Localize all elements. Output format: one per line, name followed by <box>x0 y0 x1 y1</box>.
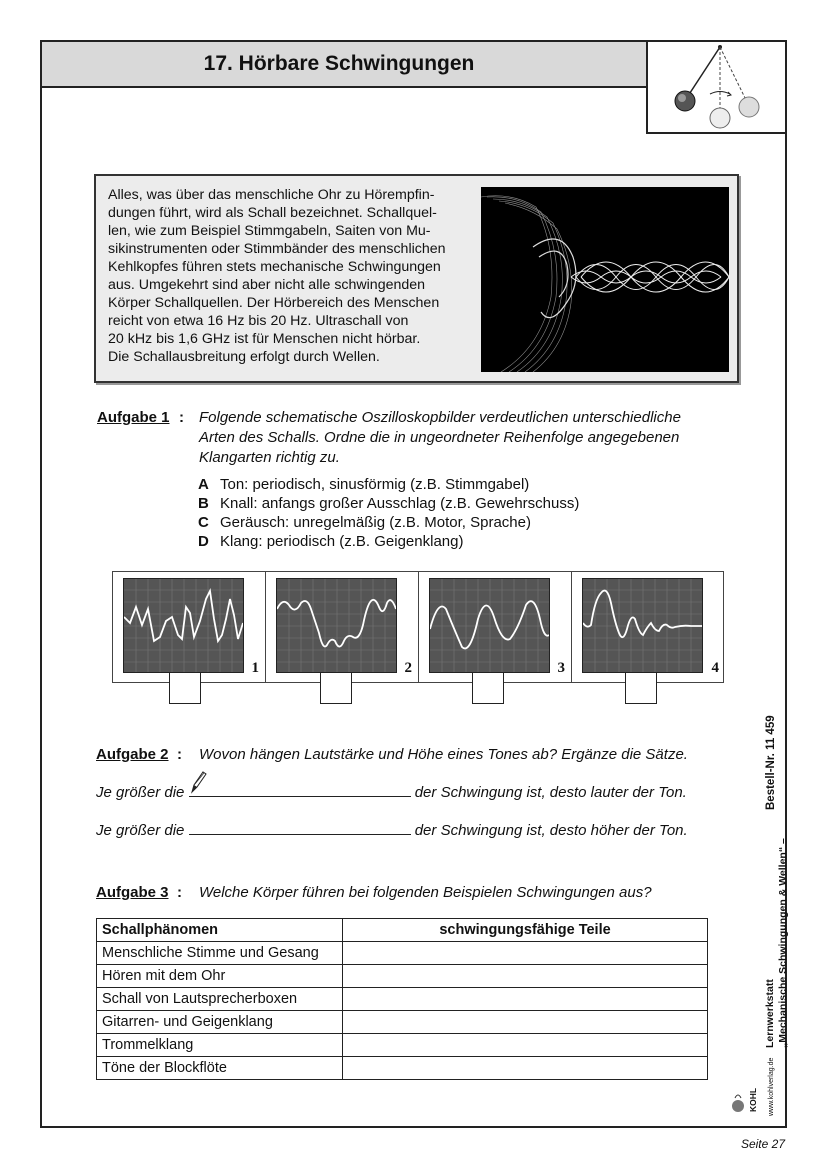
answer-cell[interactable] <box>343 1057 708 1080</box>
task2-question: Wovon hängen Lautstärke und Höhe eines Tones ab? Ergänze die Sätze. <box>199 746 688 763</box>
oscilloscope-number: 1 <box>251 660 259 676</box>
intro-box <box>94 174 739 383</box>
answer-box-4[interactable] <box>625 672 657 704</box>
oscilloscope-screen <box>582 578 703 673</box>
intro-line: Alles, was über das menschliche Ohr zu Hörempfin- <box>108 187 435 203</box>
table-header-row <box>97 919 708 942</box>
ear-soundwave-image <box>481 187 729 372</box>
intro-line: reicht von etwa 16 Hz bis 20 Hz. Ultraschall von <box>108 313 409 329</box>
answer-blank-pitch[interactable] <box>189 820 411 835</box>
intro-line: aus. Umgekehrt sind aber nicht alle schwingenden <box>108 277 426 293</box>
table-cell: Schall von Lautsprecherboxen <box>97 988 343 1011</box>
intro-line: 20 kHz bis 1,6 GHz ist für Menschen nicht hörbar. <box>108 331 421 347</box>
table-row <box>97 942 708 965</box>
answer-box-2[interactable] <box>320 672 352 704</box>
option-key: D <box>198 533 209 550</box>
task3-question: Welche Körper führen bei folgenden Beispielen Schwingungen aus? <box>199 884 652 901</box>
table-row <box>97 1011 708 1034</box>
option-b <box>198 495 579 512</box>
table-header: schwingungsfähige Teile <box>343 919 708 942</box>
option-key: C <box>198 514 209 531</box>
task1-question <box>199 408 681 468</box>
task3-label: Aufgabe 3 <box>96 884 169 901</box>
task1-colon: : <box>179 409 184 426</box>
table-cell: Gitarren- und Geigenklang <box>97 1011 343 1034</box>
pendulum-illustration <box>646 40 787 134</box>
answer-cell[interactable] <box>343 988 708 1011</box>
option-text: Geräusch: unregelmäßig (z.B. Motor, Sprache) <box>220 514 531 531</box>
intro-line: dungen führt, wird als Schall bezeichnet. Schallquel- <box>108 205 437 221</box>
intro-text <box>108 186 476 366</box>
sound-phenomena-table <box>96 918 708 1080</box>
table-row <box>97 1034 708 1057</box>
sentence-prefix: Je größer die <box>96 822 185 839</box>
intro-line: Kehlkopfes führen stets mechanische Schwingungen <box>108 259 441 275</box>
table-cell: Trommelklang <box>97 1034 343 1057</box>
option-key: A <box>198 476 209 493</box>
table-row <box>97 965 708 988</box>
order-number: Bestell-Nr. 11 459 <box>765 715 777 810</box>
oscilloscope-number: 4 <box>711 660 719 676</box>
task2-colon: : <box>177 746 182 763</box>
oscilloscope-4 <box>572 572 725 682</box>
table-row <box>97 1057 708 1080</box>
intro-line: len, wie zum Beispiel Stimmgabeln, Saiten von Mu- <box>108 223 431 239</box>
book-title: „Mechanische Schwingungen & Wellen“ – <box>777 838 789 1048</box>
intro-line: sikinstrumenten oder Stimmbänder des menschlichen <box>108 241 446 257</box>
table-row <box>97 988 708 1011</box>
answer-box-1[interactable] <box>169 672 201 704</box>
series-title: Lernwerkstatt <box>764 979 776 1048</box>
oscilloscope-row <box>112 571 724 683</box>
option-text: Knall: anfangs großer Ausschlag (z.B. Gewehrschuss) <box>220 495 580 512</box>
option-text: Ton: periodisch, sinusförmig (z.B. Stimmgabel) <box>220 476 530 493</box>
oscilloscope-3 <box>419 572 572 682</box>
sentence-suffix: der Schwingung ist, desto höher der Ton. <box>414 822 688 839</box>
intro-line: Körper Schallquellen. Der Hörbereich des Menschen <box>108 295 440 311</box>
sentence-suffix: der Schwingung ist, desto lauter der Ton. <box>414 784 687 801</box>
answer-cell[interactable] <box>343 1011 708 1034</box>
table-header: Schallphänomen <box>97 919 343 942</box>
table-cell: Hören mit dem Ohr <box>97 965 343 988</box>
option-a <box>198 476 529 493</box>
oscilloscope-screen <box>429 578 550 673</box>
oscilloscope-1 <box>113 572 266 682</box>
oscilloscope-screen <box>123 578 244 673</box>
publisher-url: www.kohlverlag.de <box>768 1057 775 1116</box>
page-title: 17. Hörbare Schwingungen <box>40 40 648 88</box>
oscilloscope-2 <box>266 572 419 682</box>
answer-box-3[interactable] <box>472 672 504 704</box>
task3-colon: : <box>177 884 182 901</box>
option-text: Klang: periodisch (z.B. Geigenklang) <box>220 533 464 550</box>
task2-label: Aufgabe 2 <box>96 746 169 763</box>
table-cell: Töne der Blockflöte <box>97 1057 343 1080</box>
answer-blank-loudness[interactable] <box>189 782 411 797</box>
task1-question-line: Folgende schematische Oszilloskopbilder verdeutlichen unterschiedliche <box>199 409 681 426</box>
task1-question-line: Klangarten richtig zu. <box>199 449 340 466</box>
oscilloscope-number: 3 <box>557 660 565 676</box>
publisher-name: KOHL <box>748 1087 758 1112</box>
oscilloscope-number: 2 <box>404 660 412 676</box>
sentence-prefix: Je größer die <box>96 784 185 801</box>
page-number: Seite 27 <box>740 1137 785 1151</box>
sentence-loudness <box>96 782 687 801</box>
option-c <box>198 514 531 531</box>
task1-label: Aufgabe 1 <box>97 409 170 426</box>
table-cell: Menschliche Stimme und Gesang <box>97 942 343 965</box>
intro-line: Die Schallausbreitung erfolgt durch Wellen. <box>108 349 380 365</box>
option-key: B <box>198 495 209 512</box>
option-d <box>198 533 463 550</box>
sentence-pitch <box>96 820 688 839</box>
task1-question-line: Arten des Schalls. Ordne die in ungeordneter Reihenfolge angegebenen <box>199 429 680 446</box>
oscilloscope-screen <box>276 578 397 673</box>
pencil-icon <box>189 770 207 794</box>
answer-cell[interactable] <box>343 1034 708 1057</box>
answer-cell[interactable] <box>343 942 708 965</box>
answer-cell[interactable] <box>343 965 708 988</box>
